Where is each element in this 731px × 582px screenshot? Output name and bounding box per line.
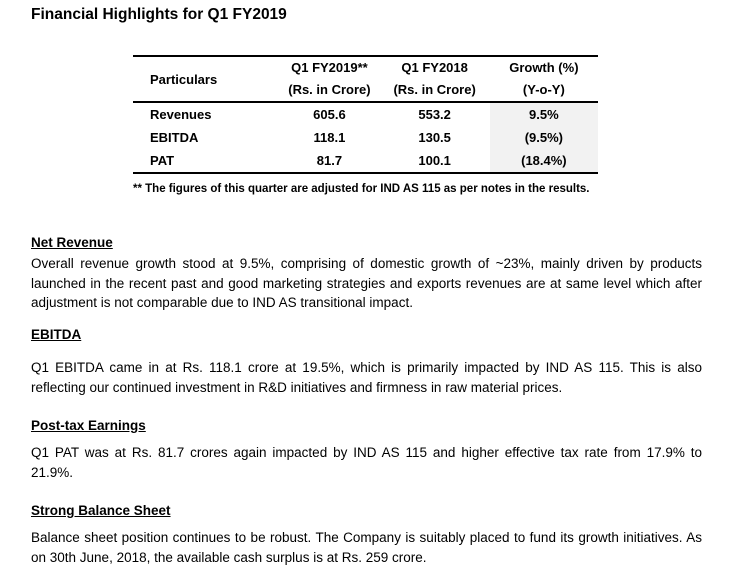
header-q1-fy2019-unit: (Rs. in Crore)	[288, 82, 371, 97]
row-fy2019-value: 81.7	[316, 153, 343, 168]
row-fy2018-value: 553.2	[418, 107, 451, 122]
table-row	[133, 149, 598, 173]
table-row	[133, 102, 598, 126]
section-heading-net-revenue: Net Revenue	[31, 235, 113, 250]
row-growth-value: (18.4%)	[490, 149, 598, 173]
row-fy2018-value: 100.1	[418, 153, 451, 168]
header-growth-unit: (Y-o-Y)	[522, 82, 565, 97]
header-q1-fy2018: Q1 FY2018	[401, 60, 468, 75]
table-header-row	[133, 56, 598, 78]
row-label: Revenues	[150, 107, 212, 122]
row-growth-value: 9.5%	[490, 102, 598, 126]
section-body-post-tax-earnings: Q1 PAT was at Rs. 81.7 crores again impacted by IND AS 115 and higher effective tax rate from 17.9% to 21.9%.	[31, 445, 702, 480]
row-label: EBITDA	[150, 130, 199, 145]
row-fy2019-value: 118.1	[313, 130, 346, 145]
section-heading-post-tax-earnings: Post-tax Earnings	[31, 418, 146, 433]
table-footnote: ** The figures of this quarter are adjusted for IND AS 115 as per notes in the results.	[133, 183, 590, 195]
row-growth-value: (9.5%)	[490, 126, 598, 149]
row-fy2018-value: 130.5	[418, 130, 451, 145]
page-title: Financial Highlights for Q1 FY2019	[31, 6, 287, 23]
header-particulars: Particulars	[150, 71, 218, 87]
header-q1-fy2018-unit: (Rs. in Crore)	[393, 82, 476, 97]
row-label: PAT	[150, 153, 175, 168]
section-body-strong-balance-sheet: Balance sheet position continues to be robust. The Company is suitably placed to fund its growth initiatives. As on 30th June, 2018, the available cash surplus is at Rs. 259 crore.	[31, 530, 702, 565]
row-fy2019-value: 605.6	[313, 107, 346, 122]
header-growth: Growth (%)	[509, 60, 579, 75]
table-row	[133, 126, 598, 149]
financial-highlights-table	[133, 55, 598, 174]
header-q1-fy2019: Q1 FY2019**	[291, 60, 368, 75]
section-body-net-revenue: Overall revenue growth stood at 9.5%, comprising of domestic growth of ~23%, mainly driven by products launched in the recent past and good marketing strategies and exports revenues are at same level which after adjustment is not comparable due to IND AS transitional impact.	[31, 256, 702, 310]
section-body-ebitda: Q1 EBITDA came in at Rs. 118.1 crore at 19.5%, which is primarily impacted by IND AS 115. This is also reflecting our continued investment in R&D initiatives and firmness in raw material prices.	[31, 360, 702, 395]
section-heading-ebitda: EBITDA	[31, 327, 82, 342]
section-heading-strong-balance-sheet: Strong Balance Sheet	[31, 503, 171, 518]
